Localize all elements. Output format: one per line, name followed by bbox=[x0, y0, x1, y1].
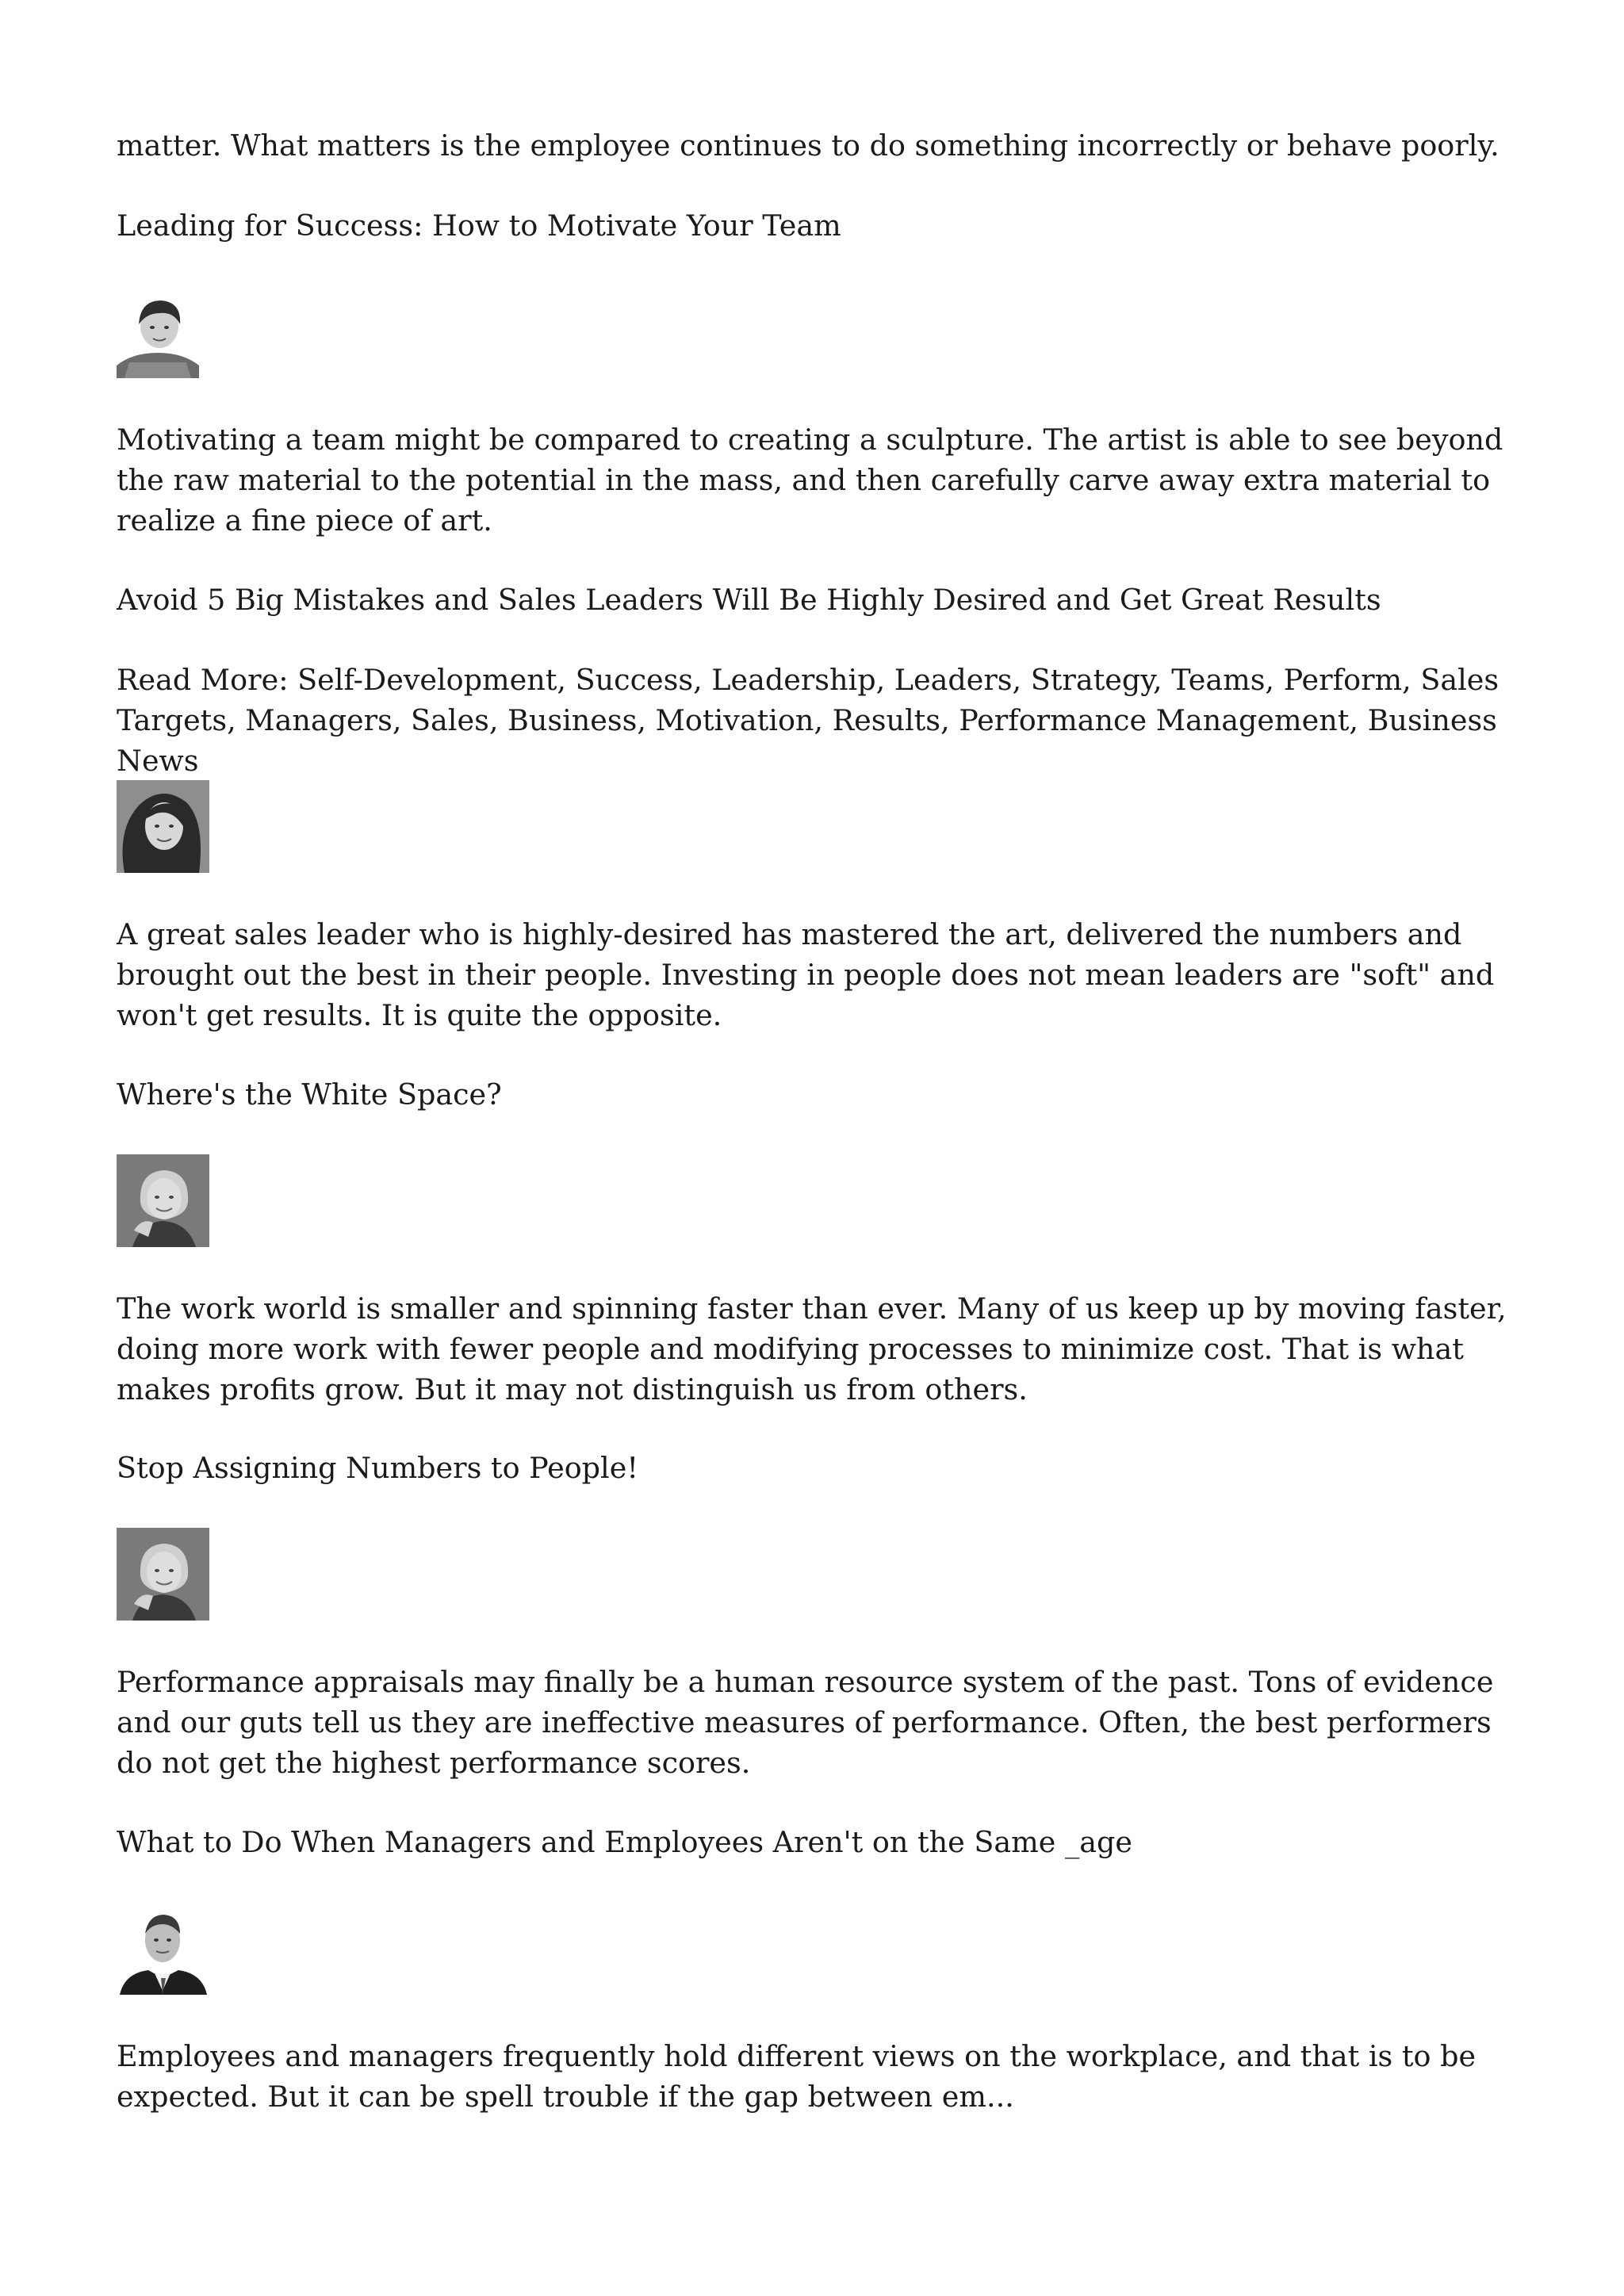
read-more-tags[interactable]: Read More: Self-Development, Success, Leadership, Leaders, Strategy, Teams, Perform, Sales Targets, Managers, Sales, Business, Motivation, Results, Performance Management, Business News bbox=[117, 663, 1500, 778]
article-title[interactable]: What to Do When Managers and Employees Aren't on the Same _age bbox=[117, 1825, 1132, 1859]
article-title[interactable]: Stop Assigning Numbers to People! bbox=[117, 1451, 638, 1485]
article-summary: Performance appraisals may finally be a human resource system of the past. Tons of evidence and our guts tell us they are ineffective measures of performance. Often, the best performers do not get the highest performance scores. bbox=[117, 1665, 1494, 1780]
intro-paragraph: matter. What matters is the employee continues to do something incorrectly or behave poorly. bbox=[117, 128, 1500, 163]
author-avatar-icon[interactable] bbox=[117, 1902, 209, 1995]
author-avatar-icon[interactable] bbox=[117, 1528, 209, 1621]
article-summary: The work world is smaller and spinning faster than ever. Many of us keep up by moving faster, doing more work with fewer people and modifying processes to minimize cost. That is what makes profits grow. But it may not distinguish us from others. bbox=[117, 1292, 1507, 1406]
author-avatar-icon[interactable] bbox=[117, 780, 209, 873]
article-summary: Employees and managers frequently hold different views on the workplace, and that is to be expected. But it can be spell trouble if the gap between em... bbox=[117, 2039, 1477, 2114]
article-title[interactable]: Avoid 5 Big Mistakes and Sales Leaders Will Be Highly Desired and Get Great Results bbox=[117, 583, 1381, 617]
article-summary: A great sales leader who is highly-desired has mastered the art, delivered the numbers and brought out the best in their people. Investing in people does not mean leaders are "soft" and won't get results. It is quite the opposite. bbox=[117, 917, 1495, 1032]
author-avatar-icon[interactable] bbox=[117, 289, 199, 378]
article-summary: Motivating a team might be compared to creating a sculpture. The artist is able to see beyond the raw material to the potential in the mass, and then carefully carve away extra material to realize a fine piece of art. bbox=[117, 423, 1503, 538]
author-avatar-icon[interactable] bbox=[117, 1154, 209, 1247]
article-title[interactable]: Where's the White Space? bbox=[117, 1077, 502, 1112]
article-title[interactable]: Leading for Success: How to Motivate Your Team bbox=[117, 209, 841, 243]
